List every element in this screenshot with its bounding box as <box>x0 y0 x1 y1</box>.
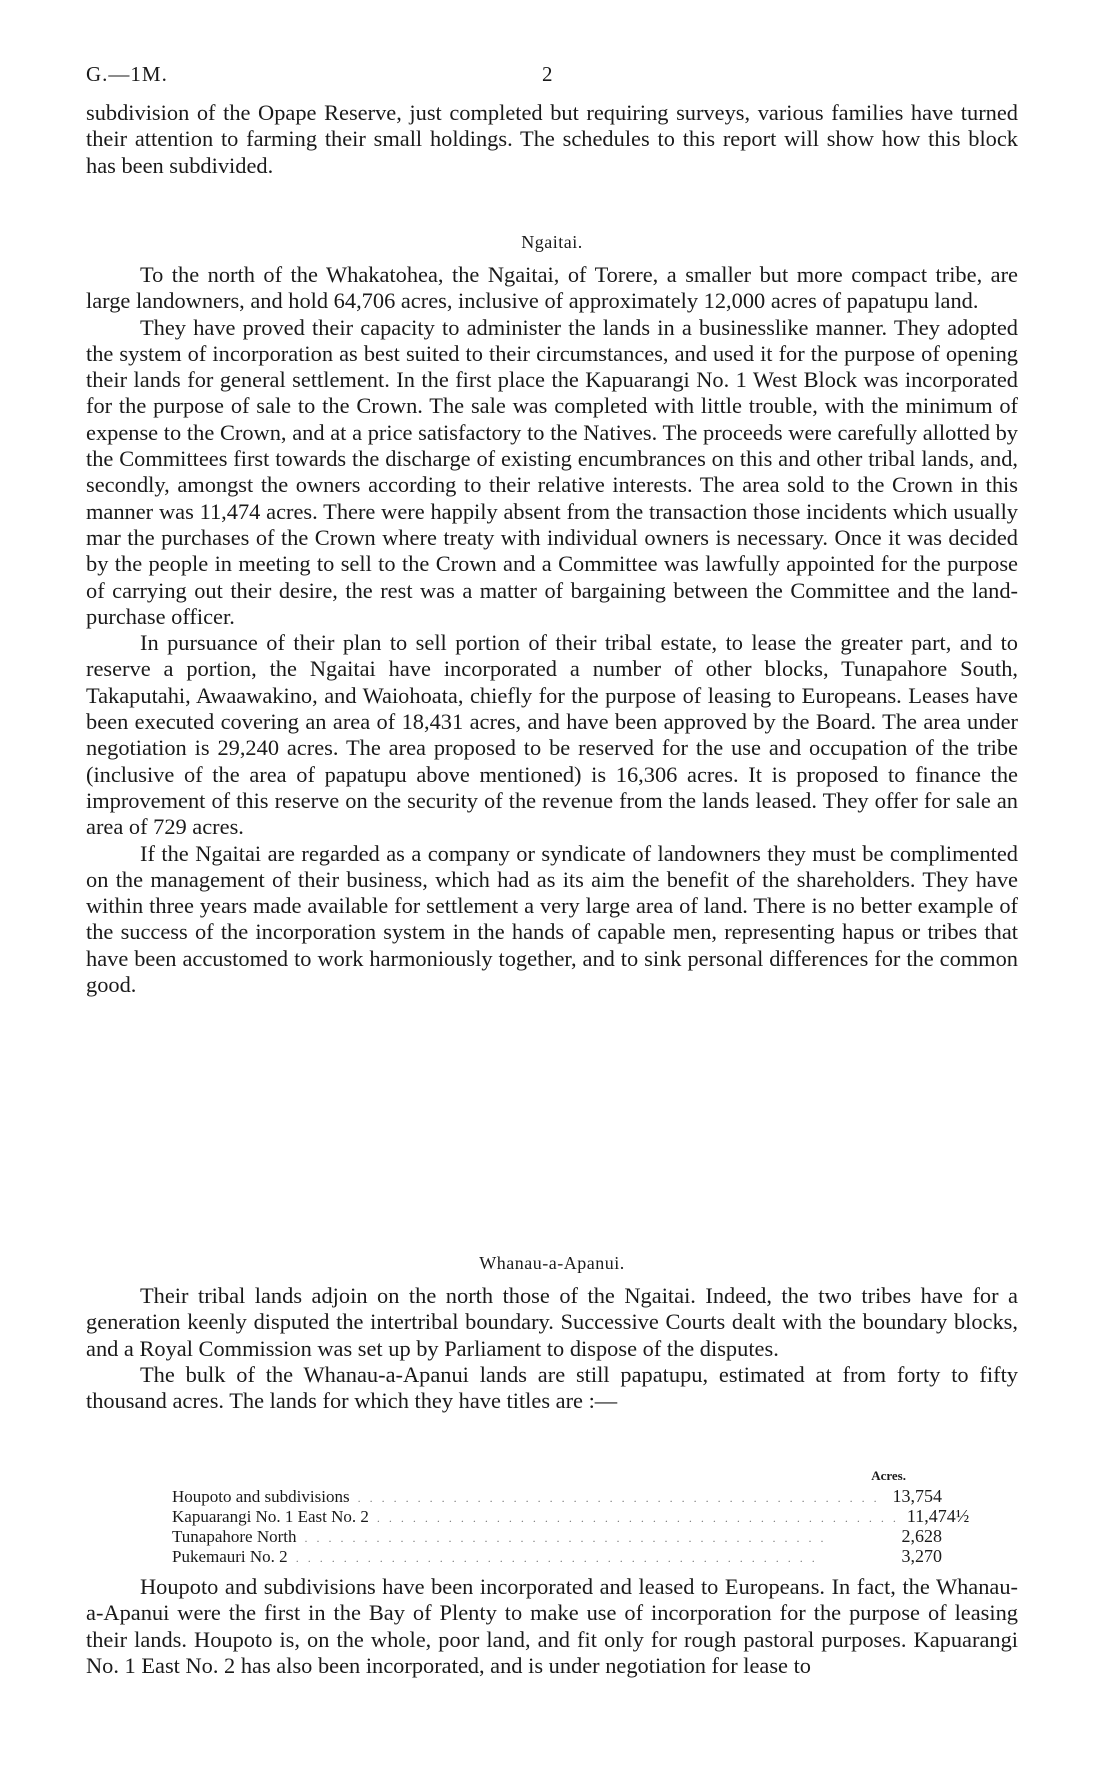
table-unit-label: Acres. <box>871 1468 906 1483</box>
leader-dots: . . . . . . . . . . . . . . . . . . . . . . . . . . . . . . . . . . . . . . . . . . . . <box>304 1531 827 1545</box>
page-number: 2 <box>542 62 553 86</box>
whanau-closing-paragraph: Houpoto and subdivisions have been incorporated and leased to Europeans. In fact, the Whanau-a-Apanui were the first in the Bay of Plenty to make use of incorporation for the purpose of leasing their lands. Houpoto is, on the whole, poor land, and fit only for rough pastoral purposes. Kapuarangi No. 1 East No. 2 has also been incorporated, and is under negotiation for lease to <box>86 1574 1018 1678</box>
leader-dots: . . . . . . . . . . . . . . . . . . . . . . . . . . . . . . . . . . . . . . . . . . . . <box>357 1491 880 1505</box>
leader-dots: . . . . . . . . . . . . . . . . . . . . . . . . . . . . . . . . . . . . . . . . . . . . <box>376 1511 899 1525</box>
table-cell-land: Kapuarangi No. 1 East No. 2 <box>172 1507 369 1526</box>
table-cell-acres: 3,270 <box>901 1546 942 1566</box>
table-row <box>172 1506 970 1526</box>
whanau-paragraph-1: Their tribal lands adjoin on the north those of the Ngaitai. Indeed, the two tribes have for a generation keenly disputed the intertribal boundary. Successive Courts dealt with the boundary blocks, and a Royal Commission was set up by Parliament to dispose of the disputes. <box>86 1283 1018 1361</box>
ngaitai-paragraph-3: In pursuance of their plan to sell portion of their tribal estate, to lease the greater part, and to reserve a portion, the Ngaitai have incorporated a number of other blocks, Tunapahore South, Takaputahi, Awaawakino, and Waiohoata, chiefly for the purpose of leasing to Europeans. Leases have been executed covering an area of 18,431 acres, and have been approved by the Board. The area under negotiation is 29,240 acres. The area proposed to be reserved for the use and occupation of the tribe (inclusive of the area of papatupu above mentioned) is 16,306 acres. It is proposed to finance the improvement of this reserve on the security of the revenue from the lands leased. They offer for sale an area of 729 acres. <box>86 630 1018 840</box>
ngaitai-section <box>86 262 1018 998</box>
ngaitai-paragraph-1: To the north of the Whakatohea, the Ngaitai, of Torere, a smaller but more compact tribe, are large landowners, and hold 64,706 acres, inclusive of approximately 12,000 acres of papatupu land. <box>86 262 1018 314</box>
whanau-closing-block <box>86 1574 1018 1679</box>
intro-block <box>86 100 1018 179</box>
intro-paragraph: subdivision of the Opape Reserve, just completed but requiring surveys, various families have turned their attention to farming their small holdings. The schedules to this report will show how this block has been subdivided. <box>86 100 1018 178</box>
land-titles-table <box>172 1466 970 1566</box>
whanau-paragraph-2: The bulk of the Whanau-a-Apanui lands are still papatupu, estimated at from forty to fifty thousand acres. The lands for which they have titles are :— <box>86 1361 1018 1414</box>
table-cell-land: Houpoto and subdivisions <box>172 1487 350 1506</box>
leader-dots: . . . . . . . . . . . . . . . . . . . . . . . . . . . . . . . . . . . . . . . . . . . . <box>295 1551 818 1565</box>
table-row <box>172 1486 942 1506</box>
whanau-section <box>86 1283 1018 1414</box>
table-row <box>172 1526 942 1546</box>
table-cell-land: Pukemauri No. 2 <box>172 1547 288 1566</box>
table-cell-acres: 13,754 <box>892 1486 942 1506</box>
document-reference: G.—1M. <box>86 62 168 86</box>
table-row <box>172 1546 942 1566</box>
section-heading-ngaitai: Ngaitai. <box>521 232 583 252</box>
table-cell-acres: 11,474½ <box>906 1506 970 1526</box>
ngaitai-paragraph-2: They have proved their capacity to administer the lands in a businesslike manner. They adopted the system of incorporation as best suited to their circumstances, and used it for the purpose of opening their lands for general settlement. In the first place the Kapuarangi No. 1 West Block was incorporated for the purpose of sale to the Crown. The sale was completed with little trouble, with the minimum of expense to the Crown, and at a price satisfactory to the Natives. The proceeds were carefully allotted by the Committees first towards the discharge of existing encumbrances on this and other tribal lands, and, secondly, amongst the owners according to their relative interests. The area sold to the Crown in this manner was 11,474 acres. There were happily absent from the transaction those incidents which usually mar the purchases of the Crown where treaty with individual owners is necessary. Once it was decided by the people in meeting to sell to the Crown and a Committee was lawfully appointed for the purpose of carrying out their desire, the rest was a matter of bargaining between the Committee and the land-purchase officer. <box>86 314 1018 629</box>
table-cell-land: Tunapahore North <box>172 1527 297 1546</box>
table-cell-acres: 2,628 <box>901 1526 942 1546</box>
section-heading-whanau-a-apanui: Whanau-a-Apanui. <box>479 1253 625 1273</box>
ngaitai-paragraph-4: If the Ngaitai are regarded as a company or syndicate of landowners they must be complimented on the management of their business, which had as its aim the benefit of the shareholders. They have within three years made available for settlement a very large area of land. There is no better example of the success of the incorporation system in the hands of capable men, representing hapus or tribes that have been accustomed to work harmoniously together, and to sink personal differences for the common good. <box>86 840 1018 998</box>
